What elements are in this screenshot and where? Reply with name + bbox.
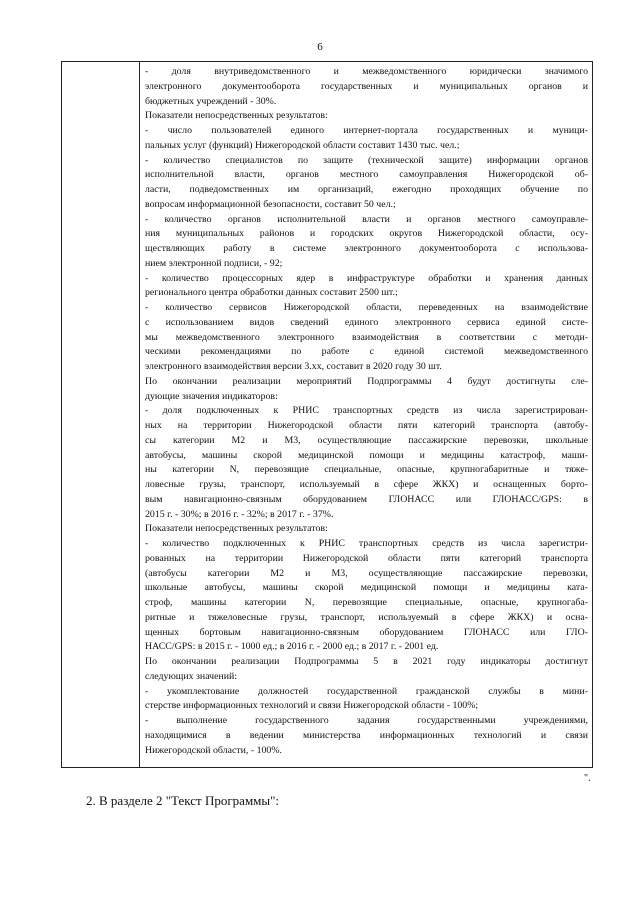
text-line: с использованием видов сведений единого электронного сервиса единой систе- <box>145 316 588 328</box>
document-table <box>61 61 593 768</box>
text-line: НАСС/GPS: в 2015 г. - 1000 ед.; в 2016 г. - 2000 ед.; в 2017 г. - 2001 ед. <box>145 641 439 653</box>
text-line: ных на территории Нижегородской области пяти категорий транспорта (автобу- <box>145 420 588 431</box>
text-line: следующих значений: <box>145 670 238 682</box>
text-line: школьные автобусы, машины скорой медицинской помощи и медицины ката- <box>145 582 588 594</box>
text-line: ритные и тяжеловесные грузы, транспорт, используемый в сфере ЖКХ) и осна- <box>145 611 588 623</box>
table-left-column <box>62 62 140 767</box>
text-line: исполнительной власти, органов местного самоуправления Нижегородской об- <box>145 169 588 181</box>
text-line: Показатели непосредственных результатов: <box>145 523 328 535</box>
text-line: ческими рекомендациями по работе с единой системой межведомственного <box>145 346 588 358</box>
text-line: Нижегородской области, - 100%. <box>145 744 282 756</box>
text-line: Показатели непосредственных результатов: <box>145 110 328 122</box>
text-line: ны категории N, перевозящие специальные, опасные, крупногабаритные и тяже- <box>145 464 588 476</box>
text-line: По окончании реализации Подпрограммы 5 в 2021 году индикаторы достигнут <box>145 656 588 667</box>
text-line: строф, машины категории N, перевозящие специальные, опасные, крупногаба- <box>145 597 588 608</box>
text-line: сы категории М2 и М3, осуществляющие пассажирские перевозки, школьные <box>145 434 588 446</box>
text-line: - доля внутриведомственного и межведомственного юридически значимого <box>145 66 588 77</box>
text-line: вопросам информационной безопасности, составит 50 чел.; <box>145 198 396 210</box>
text-line: По окончании реализации мероприятий Подпрограммы 4 будут достигнуты сле- <box>145 375 588 387</box>
text-line: мы межведомственного электронного взаимодействия в соответствии с методи- <box>145 331 588 343</box>
text-line: ществляющих работу в системе электронного документооборота с использова- <box>145 243 588 254</box>
text-line: электронного документооборота государственных и муниципальных органов и <box>145 80 588 92</box>
text-line: находящимися в ведении министерства информационных технологий и связи <box>145 729 588 741</box>
text-line: - доля подключенных к РНИС транспортных средств из числа зарегистрирован- <box>145 405 588 417</box>
text-line: автобусы, машины скорой медицинской помощи и медицины катастроф, маши- <box>145 449 588 461</box>
text-line: - количество процессорных ядер в инфраструктуре обработки и хранения данных <box>145 272 588 284</box>
text-line: стерстве информационных технологий и связи Нижегородской области - 100%; <box>145 700 479 712</box>
text-line: - число пользователей единого интернет-портала государственных и муници- <box>145 125 588 136</box>
text-line: 2015 г. - 30%; в 2016 г. - 32%; в 2017 г. - 37%. <box>145 508 334 520</box>
text-line: регионального центра обработки данных составит 2500 шт.; <box>145 287 398 299</box>
text-line: электронного взаимодействия версии 3.хх, составит в 2020 году 30 шт. <box>145 361 442 372</box>
text-line: - выполнение государственного задания государственными учреждениями, <box>145 715 588 726</box>
section-heading: 2. В разделе 2 "Текст Программы": <box>86 793 280 808</box>
text-line: ласти, подведомственных им организаций, ежегодно проходящих обучение по <box>145 184 588 195</box>
text-line: дующие значения индикаторов: <box>145 390 278 402</box>
text-line: щенных бортовым навигационно-связным оборудованием ГЛОНАСС или ГЛО- <box>145 626 588 638</box>
text-line: (автобусы категории М2 и М3, осуществляющие пассажирские перевозки, <box>145 567 588 579</box>
text-line: - количество специалистов по защите (технической защите) информации органов <box>145 154 588 166</box>
text-line: ния муниципальных районов и городских округов Нижегородской области, осу- <box>145 228 588 240</box>
closing-quote: ". <box>584 773 591 784</box>
text-line: - количество подключенных к РНИС транспортных средств из числа зарегистри- <box>145 538 588 549</box>
text-line: пальных услуг (функций) Нижегородской области составит 1430 тыс. чел.; <box>145 139 460 151</box>
text-line: нием электронной подписи, - 92; <box>145 257 283 269</box>
text-line: вым навигационно-связным оборудованием ГЛОНАСС или ГЛОНАСС/GPS: в <box>145 493 588 505</box>
page-number: 6 <box>317 41 323 53</box>
text-line: - количество органов исполнительной власти и органов местного самоуправле- <box>145 213 588 225</box>
table-text-cell <box>145 65 588 758</box>
text-line: ловесные грузы, транспорт, используемый в сфере ЖКХ) и оснащенных борто- <box>145 479 588 490</box>
text-line: - количество сервисов Нижегородской области, переведенных на взаимодействие <box>145 302 588 313</box>
text-line: бюджетных учреждений - 30%. <box>145 95 277 107</box>
text-line: - укомплектование должностей государственной гражданской службы в мини- <box>145 685 588 697</box>
text-line: рованных на территории Нижегородской области пяти категорий транспорта <box>145 552 588 564</box>
